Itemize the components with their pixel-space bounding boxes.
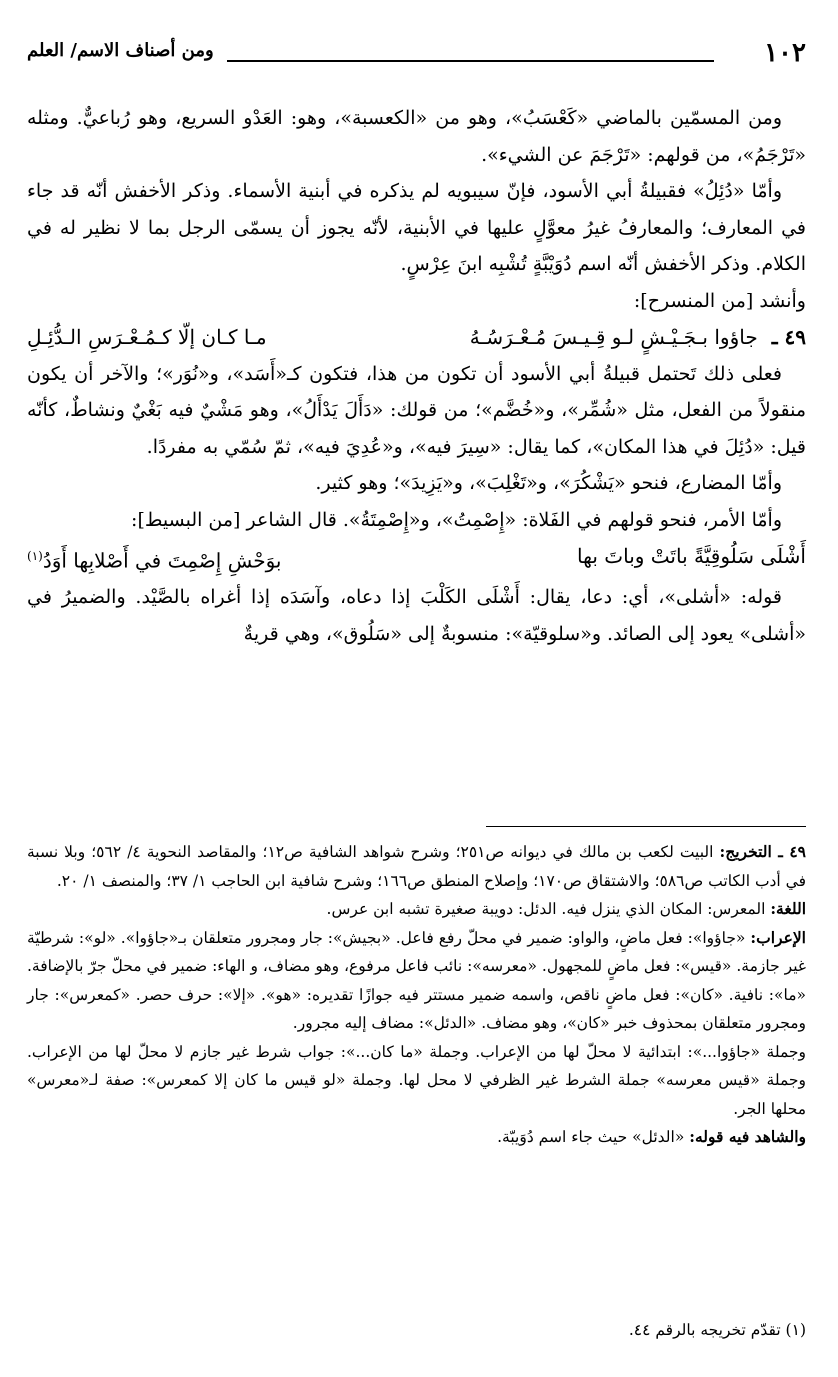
note-irab-2: وجملة «جاؤوا...»: ابتدائية لا محلّ لها من الإعراب. وجملة «ما كان...»: جواب شرط غير جازم لا محلّ لها من الإعراب. وجملة «قيس معرسه» جملة الشرط غير الظرفي لا محل لها. وجملة «لو قيس ما كان إلا كمعرس»: صفة لـ«معرس» محلها الجر. [27,1042,806,1118]
note-label: ٤٩ ـ التخريج: [719,842,807,861]
note-takhrij [27,838,806,895]
note-label: اللغة: [770,899,806,918]
paragraph: وأمّا الأمر، فنحو قولهم في الفَلاة: «إِصْمِتُ»، و«إِصْمِتَةُ». قال الشاعر [من البسيط]: [131,508,782,531]
verse-hemistich-2: مـا كـان إلّا كـمُـعْـرَسِ الـدُّئِـلِ [27,325,267,349]
verse-hemistich-1: أَشْلَى سَلُوقِيَّةً باتَتْ وباتَ بها [577,544,806,568]
verse-number: ٤٩ ـ [771,325,806,349]
note-lugha [27,895,806,924]
paragraph: وأنشد [من المنسرح]: [633,289,806,312]
notes [27,838,806,1152]
page-number: ١٠٢ [764,38,806,68]
page-header [27,32,806,72]
note-irab [27,924,806,1038]
verse-hemistich-2-text: بوَحْشِ إِصْمِتَ في أَصْلابِها أَوَدُ [42,548,282,573]
main-text [27,100,806,652]
verse-2 [27,538,806,579]
note-shahid [27,1123,806,1152]
paragraph: وأمّا «دُئِلُ» فقبيلةُ أبي الأسود، فإنّ سيبويه لم يذكره في أبنية الأسماء. وذكر الأخفش أنّه قد جاء في المعارف؛ والمعارفُ غيرُ معوَّلٍ عليها في الأبنية، لأنّه يجوز أن يسمّى الرجل بما لا نظير له في الكلام. وذكر الأخفش أنّه اسم دُوَيْبَّةٍ تُشْبِه ابنَ عِرْسٍ. [27,180,806,275]
note-text: المعرس: المكان الذي ينزل فيه. الدئل: دويبة صغيرة تشبه ابن عرس. [326,900,766,918]
footnote-1: (١) تقدّم تخريجه بالرقم ٤٤. [628,1321,806,1339]
verse-hemistich-1: جاؤوا بـجَـيْـشٍ لـو قِـيـسَ مُـعْـرَسُـهُ [469,325,758,349]
paragraph: فعلى ذلك تَحتمل قبيلةُ أبي الأسود أن تكون من هذا، فتكون كـ«أَسَد»، و«نُوَر»؛ والآخر أن يكون منقولاً من الفعل، مثل «شُمِّر»، و«خُضَّم»؛ من قولك: «دَأَلَ يَدْأَلُ»، وهو مَشْيٌ فيه بَغْيٌ ونشاطٌ، كأنّه قيل: «دُئِلَ في هذا المكان»، كما يقال: «سِيرَ فيه»، و«عُدِيَ فيه»، ثمّ سُمّي به مفردًا. [27,362,806,458]
note-label: الإعراب: [750,927,806,947]
note-text: «الدئل» حيث جاء اسم دُوَيبّة. [497,1128,685,1146]
running-title: ومن أصناف الاسم/ العلم [27,40,214,61]
note-text: «جاؤوا»: فعل ماضٍ، والواو: ضمير في محلّ رفع فاعل. «بجيش»: جار ومجرور متعلقان بـ«جاؤوا». «لو»: شرطيّة غير جازمة. «قيس»: فعل ماضٍ للمجهول. «معرسه»: نائب فاعل مرفوع، وهو مضاف، و الهاء: ضمير في محلّ جرّ بالإضافة. «ما»: نافية. «كان»: فعل ماضٍ ناقص، واسمه ضمير مستتر فيه جوازًا تقديره: «هو». «إلا»: حرف حصر. «كمعرس»: جار ومجرور متعلقان بمحذوف خبر «كان»، وهو مضاف. «الدئل»: مضاف إليه مجرور. [27,928,806,1032]
verse-hemistich-2 [27,538,417,579]
note-text: البيت لكعب بن مالك في ديوانه ص٢٥١؛ وشرح شواهد الشافية ص١٢؛ والمقاصد النحوية ٤/ ٥٦٢؛ وبلا نسبة في أدب الكاتب ص٥٨٦؛ والاشتقاق ص١٧٠؛ وإصلاح المنطق ص١٦٦؛ وشرح شافية ابن الحاجب ١/ ٣٧؛ والمنصف ١/ ٢٠. [27,843,806,890]
header-rule [227,60,714,62]
paragraph: ومن المسمّين بالماضي «كَعْسَبُ»، وهو من «الكعسبة»، وهو: العَدْو السريع، وهو رُباعيٌّ. ومثله «تَرْجَمُ»، من قولهم: «تَرْجَمَ عن الشيء». [27,107,806,166]
verse-49 [27,319,806,356]
footnote-ref: (١) [27,549,43,563]
paragraph: قوله: «أشلى»، أي: دعا، يقال: أَشْلَى الكَلْبَ إذا دعاه، وآسَدَه إذا أغراه بالصَّيْد. والضميرُ في «أشلى» يعود إلى الصائد. و«سلوقيّة»: منسوبةٌ إلى «سَلُوق»، وهي قريةٌ [27,586,806,645]
note-label: والشاهد فيه قوله: [689,1127,806,1146]
footnote-separator [486,826,806,827]
paragraph: وأمّا المضارع، فنحو «يَشْكُرَ»، و«تَغْلِبَ»، و«يَزِيدَ»؛ وهو كثير. [315,472,782,494]
